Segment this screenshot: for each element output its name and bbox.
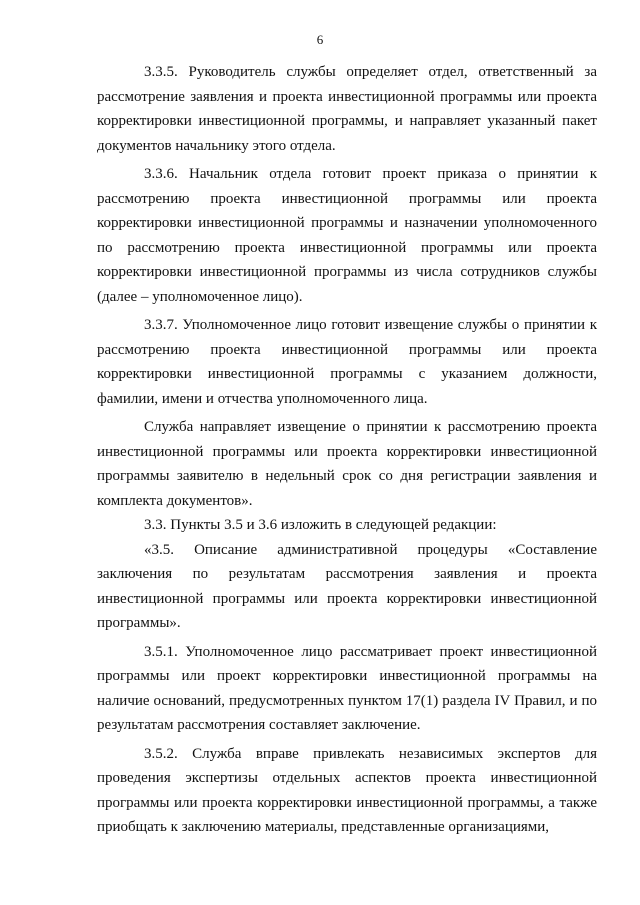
paragraph-3-5: «3.5. Описание административной процедуры «Составление заключения по результатам рассмотрения заявления и проекта инвестиционной программы или проекта корректировки инвестиционной программы». (97, 541, 597, 631)
paragraph-3-3-amendment: 3.3. Пункты 3.5 и 3.6 изложить в следующей редакции: (144, 517, 497, 533)
paragraph-3-5-1: 3.5.1. Уполномоченное лицо рассматривает проект инвестиционной программы или проект корректировки инвестиционной программы на наличие оснований, предусмотренных пунктом 17(1) раздела IV Правил, и по результатам рассмотрения составляет заключение. (97, 643, 597, 733)
paragraph-3-5-2: 3.5.2. Служба вправе привлекать независимых экспертов для проведения экспертизы отдельных аспектов проекта инвестиционной программы или проекта корректировки инвестиционной программы, а также приобщать к заключению материалы, представленные организациями, (97, 745, 597, 835)
paragraph-3-3-6: 3.3.6. Начальник отдела готовит проект приказа о принятии к рассмотрению проекта инвестиционной программы или проекта корректировки инвестиционной программы и назначении уполномоченного по рассмотрению проекта инвестиционной программы или проекта корректировки инвестиционной программы из числа сотрудников службы (далее – уполномоченное лицо). (97, 166, 597, 305)
document-body (97, 60, 597, 840)
paragraph-3-3-7: 3.3.7. Уполномоченное лицо готовит извещение службы о принятии к рассмотрению проекта инвестиционной программы или проекта корректировки инвестиционной программы с указанием должности, фамилии, имени и отчества уполномоченного лица. (97, 317, 597, 407)
paragraph-notice: Служба направляет извещение о принятии к рассмотрению проекта инвестиционной программы или проекта корректировки инвестиционной программы заявителю в недельный срок со дня регистрации заявления и комплекта документов». (97, 419, 597, 509)
page-number: 6 (316, 32, 324, 47)
paragraph-3-3-5: 3.3.5. Руководитель службы определяет отдел, ответственный за рассмотрение заявления и проекта инвестиционной программы или проекта корректировки инвестиционной программы, и направляет указанный пакет документов начальнику этого отдела. (97, 64, 597, 154)
